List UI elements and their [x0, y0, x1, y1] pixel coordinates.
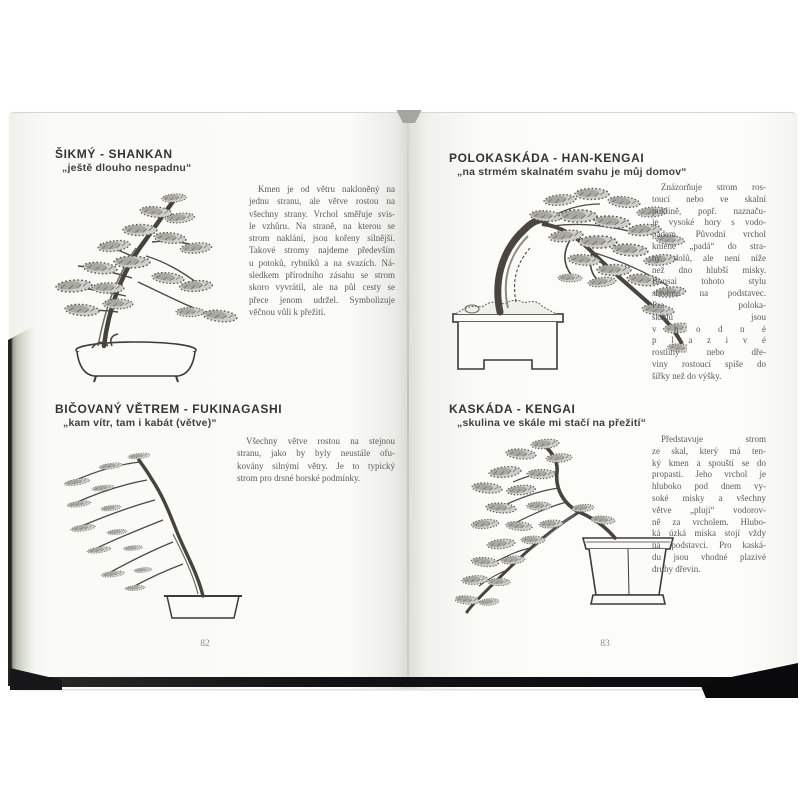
section-motto-polokaskada: „na strmém skalnatém svahu je můj domov“ — [457, 166, 687, 178]
han-kengai-illustration — [442, 182, 687, 387]
book-spine — [407, 118, 409, 676]
section-paragraph-polokaskada: Znázorňuje strom ros- toucí nebo ve skalní puklině, popř. naznaču- je vysoké hory s vodo- pádem. Původní vrchol kmene „padá“ do stra- ny, dolů, ale není níže než dno hlubší misky. Bonsai tohoto stylu stavíme na podstavec. Pro poloka- skádu jsou v h o d n é p l a z i v é rostliny nebo dře- viny rostoucí spíše do šířky než do výšky. — [652, 182, 766, 381]
fukinagashi-illustration — [55, 436, 245, 626]
section-paragraph-bicovany: Všechny větve rostou na stejnou stranu, jako by byly neustále ofu- kovány silnými větry. Je to typický strom pro drsné horské podmínky. — [237, 436, 395, 483]
section-title-kaskada: KASKÁDA - KENGAI — [449, 402, 576, 416]
section-motto-bicovany: „kam vítr, tam i kabát (větve)“ — [63, 417, 217, 429]
page-number-left: 82 — [200, 639, 210, 649]
section-title-sikmy: ŠIKMÝ - SHANKAN — [55, 147, 173, 161]
section-motto-kaskada: „skulina ve skále mi stačí na přežití“ — [457, 417, 647, 429]
page-number-right: 83 — [600, 639, 610, 649]
section-title-polokaskada: POLOKASKÁDA - HAN-KENGAI — [449, 151, 645, 165]
section-paragraph-kaskada: Představuje strom ze skal, který má ten- ký kmen a spouští se do propasti. Jeho vrchol je hluboko pod dnem vy- soké misky a všechny větve „plují“ vodorov- ně za vrcholem. Hlubo- ká úzká miska stojí vždy na podstavci. Pro kaská- du jsou vhodné plazivé druhy dřevin. — [652, 434, 766, 574]
page-block-edge — [8, 326, 34, 686]
section-paragraph-sikmy: Kmen je od větru nakloněný na jednu stranu, ale větve rostou na všechny strany. Vrchol směřuje svis- le vzhůru. Na straně, na kterou se strom naklání, jsou kořeny silnější. Takové stromy najdeme především u potoků, rybníků a na svazích. Ná- sledkem přírodního zásahu se strom skoro vyvrátil, ale na půl cesty se přece jenom udržel. Symbolizuje věčnou vůli k přežití. — [249, 184, 395, 317]
book-bottom-shadow — [26, 677, 794, 687]
section-motto-sikmy: „ještě dlouho nespadnu“ — [62, 162, 192, 174]
section-title-bicovany: BIČOVANÝ VĚTREM - FUKINAGASHI — [55, 402, 283, 416]
shankan-illustration — [48, 186, 253, 386]
